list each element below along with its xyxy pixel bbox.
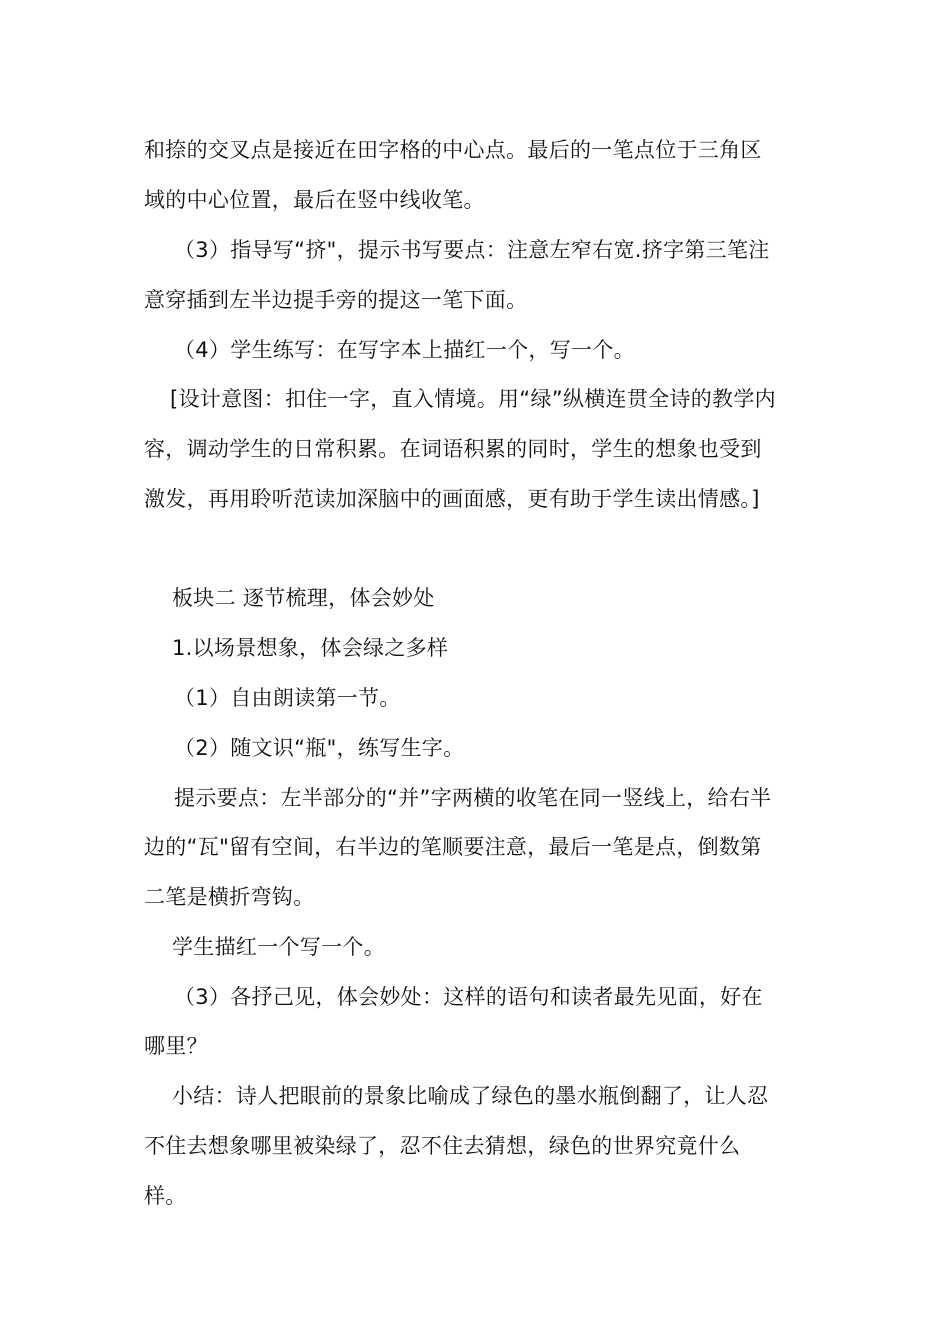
text-line: 学生描红一个写一个。 [172,935,385,959]
text-line: 不住去想象哪里被染绿了，忍不住去猜想，绿色的世界究竟什么 [144,1134,741,1158]
text-line: 和捺的交叉点是接近在田字格的中心点。最后的一笔点位于三角区 [144,138,762,162]
text-line: 小结：诗人把眼前的景象比喻成了绿色的墨水瓶倒翻了，让人忍 [172,1084,769,1108]
text-line: （1）自由朗读第一节。 [174,686,401,710]
text-line: （3）指导写“挤"，提示书写要点：注意左窄右宽.挤字第三笔注 [174,238,770,262]
text-line: 样。 [144,1184,187,1208]
text-line: 域的中心位置，最后在竖中线收笔。 [144,188,485,212]
text-line: 激发，再用聆听范读加深脑中的画面感，更有助于学生读出情感。] [144,487,760,511]
text-line: 二笔是横折弯钩。 [144,885,315,909]
text-line: 容，调动学生的日常积累。在词语积累的同时，学生的想象也受到 [144,437,762,461]
text-line: 哪里？ [144,1034,208,1058]
text-line: 边的“瓦"留有空间，右半边的笔顺要注意，最后一笔是点，倒数第 [144,835,762,859]
section-heading: 板块二 逐节梳理，体会妙处 [172,586,435,610]
subsection-heading: 1.以场景想象，体会绿之多样 [172,636,449,660]
text-line: [设计意图：扣住一字，直入情境。用“绿”纵横连贯全诗的教学内 [170,387,776,411]
text-line: 提示要点：左半部分的“并”字两横的收笔在同一竖线上，给右半 [174,786,772,810]
text-line: （2）随文识“瓶"，练写生字。 [174,736,465,760]
text-line: （4）学生练写：在写字本上描红一个，写一个。 [174,338,635,362]
text-line: （3）各抒己见，体会妙处：这样的语句和读者最先见面，好在 [174,985,763,1009]
text-line: 意穿插到左半边提手旁的提这一笔下面。 [144,288,528,312]
